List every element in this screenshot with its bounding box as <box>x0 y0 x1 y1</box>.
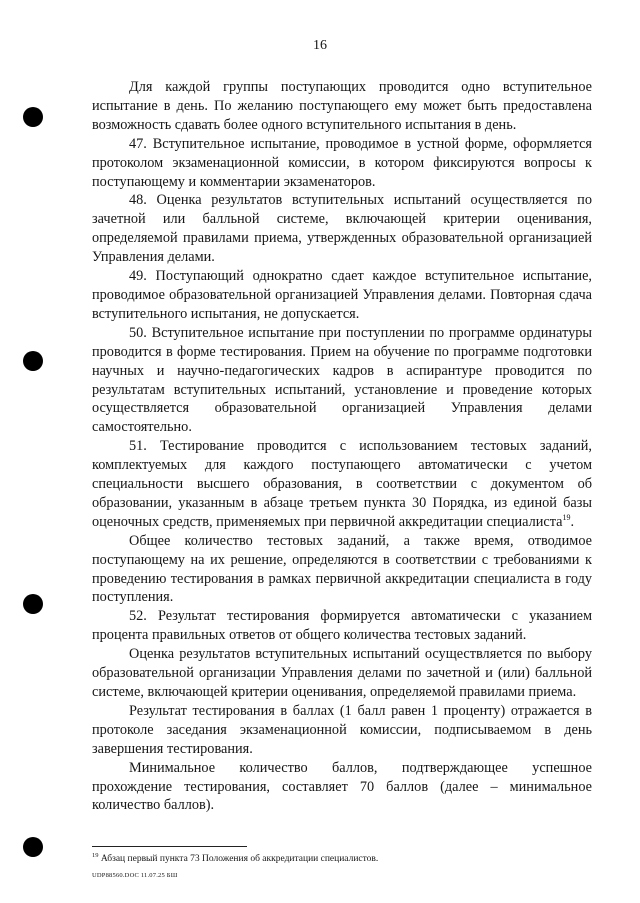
paragraph-49: 49. Поступающий однократно сдает каждое вступительное испытание, проводимое образовательной организацией Управления делами. Повторная сдача вступительного испытания, не допускается. <box>92 268 592 322</box>
paragraph-48: 48. Оценка результатов вступительных испытаний осуществляется по зачетной или балльной системе, включающей критерии оценивания, определяемой правилами приема, утвержденных образовательной организацией Управления делами. <box>92 192 592 266</box>
footnote <box>92 853 378 865</box>
punch-hole <box>23 351 43 371</box>
paragraph: Для каждой группы поступающих проводится одно вступительное испытание в день. По желанию поступающего ему может быть предоставлена возможность сдавать более одного вступительного испытания в день. <box>92 79 592 133</box>
paragraph-47: 47. Вступительное испытание, проводимое в устной форме, оформляется протоколом экзаменационной комиссии, в котором фиксируются вопросы к поступающему и комментарии экзаменаторов. <box>92 135 592 190</box>
punch-hole <box>23 594 43 614</box>
paragraph-51: 51. Тестирование проводится с использованием тестовых заданий, комплектуемых для каждого поступающего автоматически с учетом специальности высшего образования, в соответствии с документом об образовании, указанным в абзаце третьем пункта 30 Порядка, из единой базы оценочных средств, применяемых при первичной аккредитации специалиста$^{19}$. <box>92 438 592 530</box>
document-body <box>92 78 592 815</box>
document-code: UDP88560.DOC 11.07.25 БШ <box>92 872 178 879</box>
paragraph: Минимальное количество баллов, подтверждающее успешное прохождение тестирования, составляет 70 баллов (далее – минимальное количество баллов). <box>92 759 592 814</box>
paragraph: Общее количество тестовых заданий, а также время, отводимое поступающему на их решение, определяются в соответствии с требованиями к проведению тестирования в рамках первичной аккредитации специалиста в году поступления. <box>92 532 592 606</box>
footnote-text: Абзац первый пункта 73 Положения об аккредитации специалистов. <box>98 854 379 864</box>
punch-hole <box>23 837 43 857</box>
footnote-number: 19 <box>92 851 99 859</box>
punch-hole <box>23 107 43 127</box>
footnote-reference[interactable]: 19 <box>562 513 571 523</box>
page-number: 16 <box>313 38 327 53</box>
paragraph: Оценка результатов вступительных испытаний осуществляется по выбору образовательной организации Управления делами по зачетной и (или) балльной системе, включающей критерии оценивания, определяемой правилами приема. <box>92 646 592 700</box>
paragraph-52: 52. Результат тестирования формируется автоматически с указанием процента правильных ответов от общего количества тестовых заданий. <box>92 608 592 644</box>
paragraph-50: 50. Вступительное испытание при поступлении по программе ординатуры проводится в форме тестирования. Прием на обучение по программе подготовки научных и научно-педагогических кадров в аспирантуре проводится по результатам вступительных испытаний, установление и проведение которых осуществляется образовательной организацией Управления делами самостоятельно. <box>92 324 592 436</box>
paragraph: Результат тестирования в баллах (1 балл равен 1 проценту) отражается в протоколе заседания экзаменационной комиссии, подписываемом в день завершения тестирования. <box>92 702 592 757</box>
footnote-divider <box>92 846 247 847</box>
